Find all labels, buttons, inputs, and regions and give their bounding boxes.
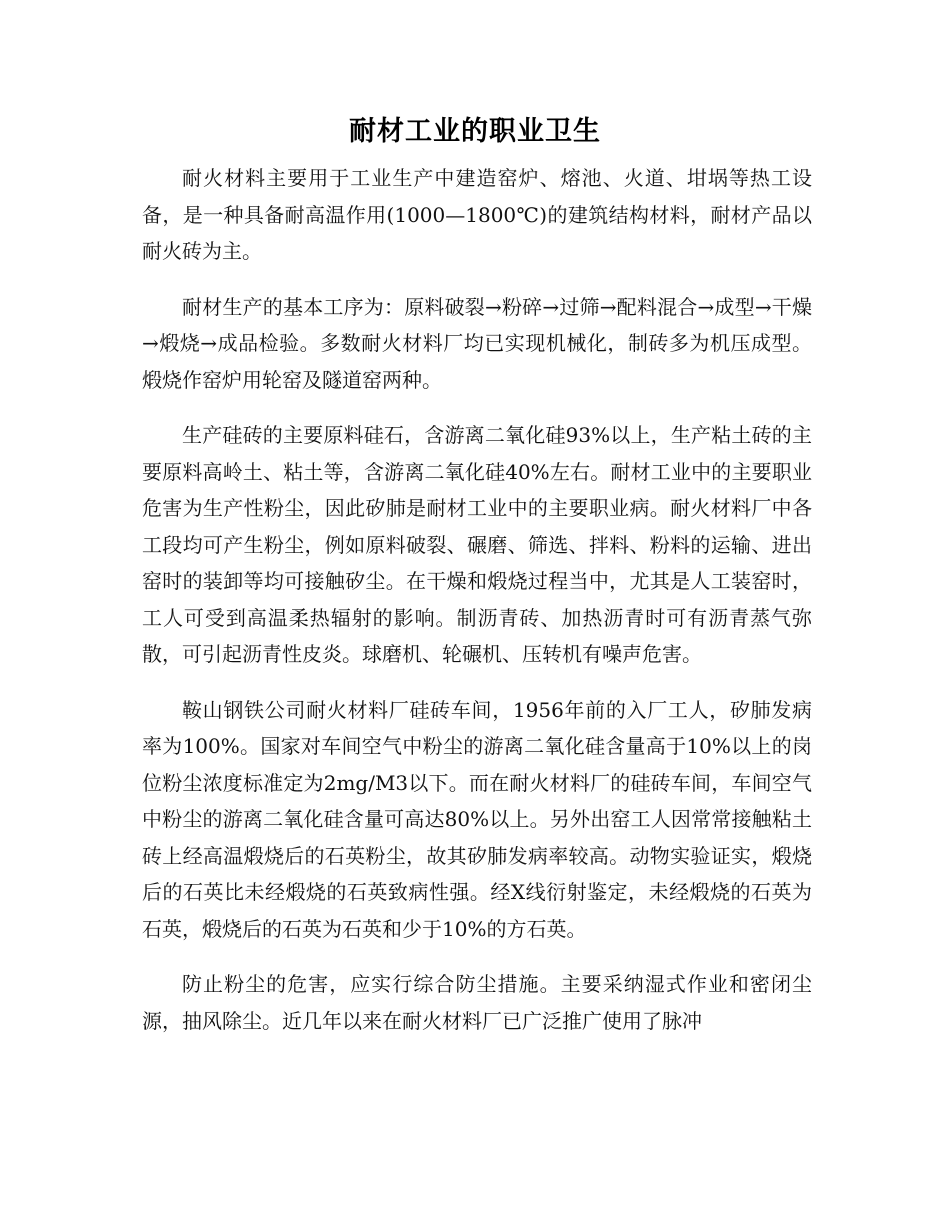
paragraph-2: 耐材生产的基本工序为：原料破裂→粉碎→过筛→配料混合→成型→干燥→煅烧→成品检验。多数耐火材料厂均已实现机械化，制砖多为机压成型。煅烧作窑炉用轮窑及隧道窑两种。 xyxy=(142,294,812,392)
document-body xyxy=(142,160,812,1058)
paragraph-4: 鞍山钢铁公司耐火材料厂硅砖车间，1956年前的入厂工人，矽肺发病率为100%。国家对车间空气中粉尘的游离二氧化硅含量高于10%以上的岗位粉尘浓度标准定为2mg/M3以下。而在耐火材料厂的硅砖车间，车间空气中粉尘的游离二氧化硅含量可高达80%以上。另外出窑工人因常常接触粘土砖上经高温煅烧后的石英粉尘，故其矽肺发病率较高。动物实验证实，煅烧后的石英比未经煅烧的石英致病性强。经X线衍射鉴定，未经煅烧的石英为石英，煅烧后的石英为石英和少于10%的方石英。 xyxy=(142,697,812,941)
document-title: 耐材工业的职业卫生 xyxy=(349,116,601,147)
paragraph-3: 生产硅砖的主要原料硅石，含游离二氧化硅93%以上，生产粘土砖的主要原料高岭土、粘土等，含游离二氧化硅40%左右。耐材工业中的主要职业危害为生产性粉尘，因此矽肺是耐材工业中的主要职业病。耐火材料厂中各工段均可产生粉尘，例如原料破裂、碾磨、筛选、拌料、粉料的运输、进出窑时的装卸等均可接触矽尘。在干燥和煅烧过程当中，尤其是人工装窑时，工人可受到高温柔热辐射的影响。制沥青砖、加热沥青时可有沥青蒸气弥散，可引起沥青性皮炎。球磨机、轮碾机、压转机有噪声危害。 xyxy=(142,423,812,666)
paragraph-1: 耐火材料主要用于工业生产中建造窑炉、熔池、火道、坩埚等热工设备，是一种具备耐高温作用(1000—1800℃)的建筑结构材料，耐材产品以耐火砖为主。 xyxy=(142,166,812,263)
paragraph-5: 防止粉尘的危害，应实行综合防尘措施。主要采纳湿式作业和密闭尘源，抽风除尘。近几年以来在耐火材料厂已广泛推广使用了脉冲 xyxy=(142,972,812,1033)
